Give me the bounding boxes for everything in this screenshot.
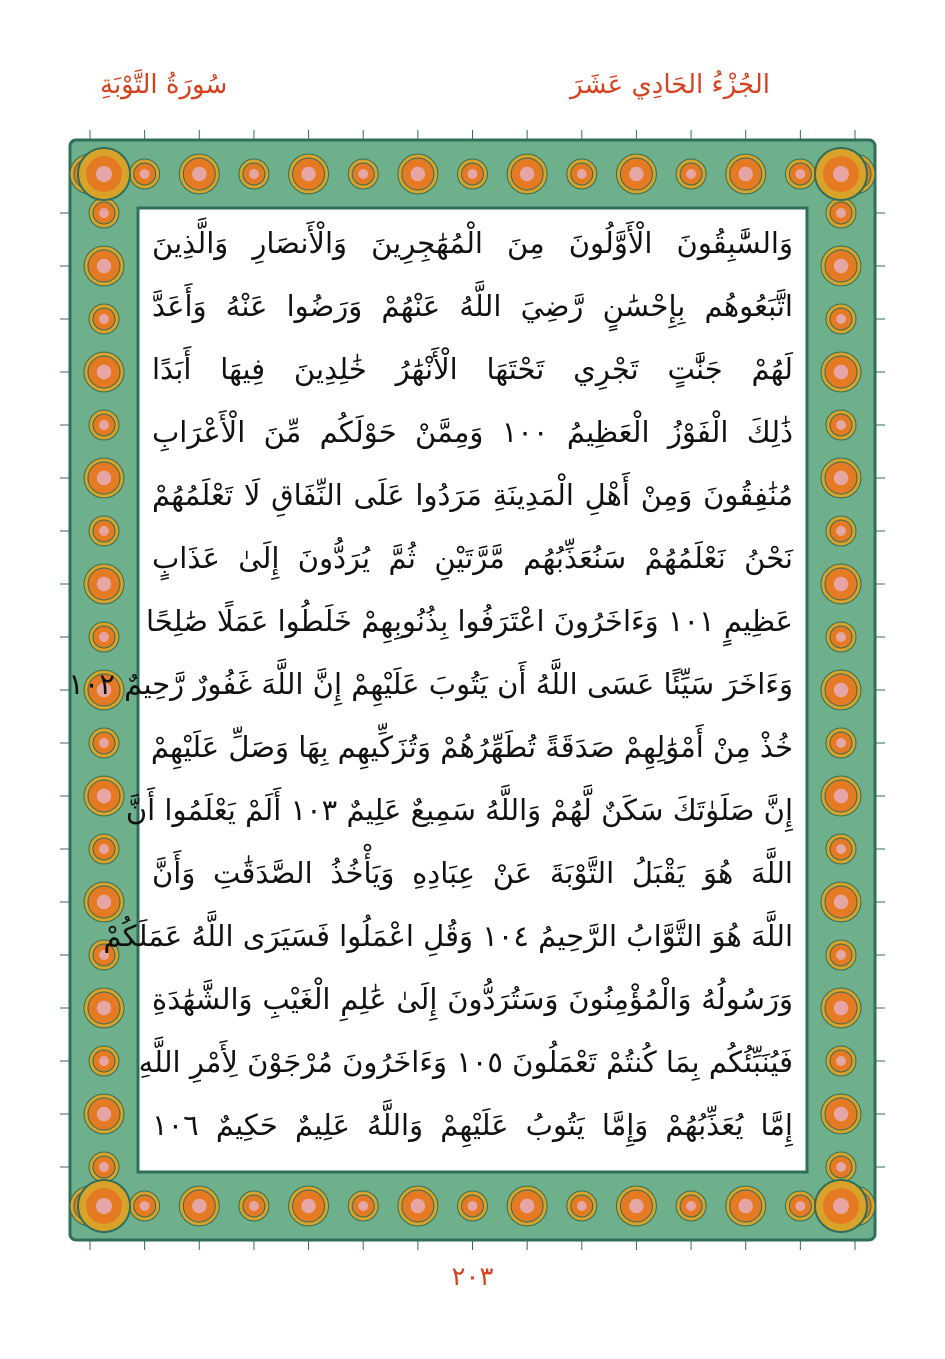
- verse-line-13: وَرَسُولُهُ وَالْمُؤْمِنُونَ وَسَتُرَدُّونَ إِلَىٰ عَٰلِمِ الْغَيْبِ وَالشَّهَٰدَةِ: [152, 982, 793, 1016]
- verse-line-1: وَالسَّٰبِقُونَ الْأَوَّلُونَ مِنَ الْمُهَٰجِرِينَ وَالْأَنصَارِ وَالَّذِينَ: [152, 226, 793, 260]
- juz-title: الجُزْءُ الحَادِي عَشَرَ: [570, 70, 770, 100]
- verse-line-12: اللَّهَ هُوَ التَّوَّابُ الرَّحِيمُ ١٠٤ وَقُلِ اعْمَلُوا فَسَيَرَى اللَّهُ عَمَلَكُمْ: [103, 919, 793, 953]
- verse-line-2: اتَّبَعُوهُم بِإِحْسَٰنٍ رَّضِيَ اللَّهُ عَنْهُمْ وَرَضُوا عَنْهُ وَأَعَدَّ: [152, 289, 793, 323]
- verse-line-4: ذَٰلِكَ الْفَوْزُ الْعَظِيمُ ١٠٠ وَمِمَّنْ حَوْلَكُم مِّنَ الْأَعْرَابِ: [152, 415, 793, 449]
- verse-line-8: وَءَاخَرَ سَيِّئًا عَسَى اللَّهُ أَن يَتُوبَ عَلَيْهِمْ إِنَّ اللَّهَ غَفُورٌ رَّحِيمٌ ١٠٢: [68, 667, 793, 701]
- verse-line-7: عَظِيمٍ ١٠١ وَءَاخَرُونَ اعْتَرَفُوا بِذُنُوبِهِمْ خَلَطُوا عَمَلًا صَٰلِحًا: [146, 604, 793, 638]
- verse-line-9: خُذْ مِنْ أَمْوَٰلِهِمْ صَدَقَةً تُطَهِّرُهُمْ وَتُزَكِّيهِم بِهَا وَصَلِّ عَلَيْهِمْ: [150, 730, 793, 764]
- page-header: [100, 70, 770, 110]
- verse-line-15: إِمَّا يُعَذِّبُهُمْ وَإِمَّا يَتُوبُ عَلَيْهِمْ وَاللَّهُ عَلِيمٌ حَكِيمٌ ١٠٦: [152, 1108, 793, 1142]
- verse-line-3: لَهُمْ جَنَّٰتٍ تَجْرِي تَحْتَهَا الْأَنْهَٰرُ خَٰلِدِينَ فِيهَا أَبَدًا: [152, 352, 793, 386]
- verse-line-6: نَحْنُ نَعْلَمُهُمْ سَنُعَذِّبُهُم مَّرَّتَيْنِ ثُمَّ يُرَدُّونَ إِلَىٰ عَذَابٍ: [152, 541, 793, 575]
- page-number: ٢٠٣: [451, 1262, 494, 1292]
- surah-title: سُورَةُ التَّوْبَةِ: [100, 70, 228, 100]
- verse-line-5: مُنَٰفِقُونَ وَمِنْ أَهْلِ الْمَدِينَةِ مَرَدُوا عَلَى النِّفَاقِ لَا تَعْلَمُهُمْ: [152, 478, 793, 512]
- verse-panel: [68, 210, 805, 1170]
- verse-line-10: إِنَّ صَلَوٰتَكَ سَكَنٌ لَّهُمْ وَاللَّهُ سَمِيعٌ عَلِيمٌ ١٠٣ أَلَمْ يَعْلَمُوا أَنَّ: [125, 793, 793, 827]
- verse-line-14: فَيُنَبِّئُكُم بِمَا كُنتُمْ تَعْمَلُونَ ١٠٥ وَءَاخَرُونَ مُرْجَوْنَ لِأَمْرِ اللَّهِ: [138, 1045, 793, 1079]
- verse-line-11: اللَّهَ هُوَ يَقْبَلُ التَّوْبَةَ عَنْ عِبَادِهِ وَيَأْخُذُ الصَّدَقَٰتِ وَأَنَّ: [152, 856, 793, 890]
